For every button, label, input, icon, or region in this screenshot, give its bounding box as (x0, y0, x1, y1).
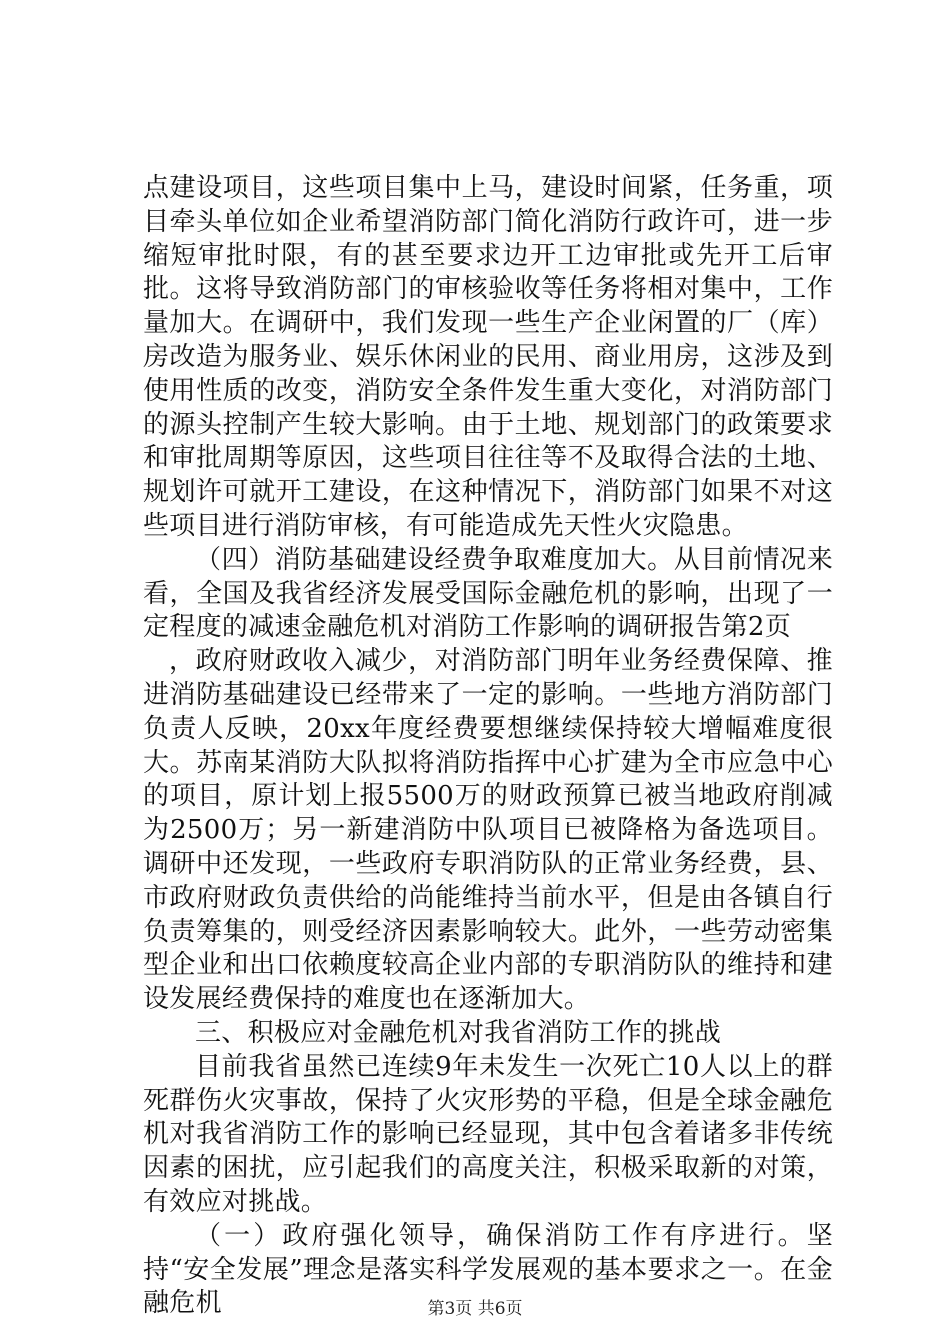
document-body (143, 172, 833, 1321)
paragraph-government-leadership: （一）政府强化领导，确保消防工作有序进行。坚持“安全发展”理念是落实科学发展观的基本要求之一。在金融危机 (143, 1220, 833, 1319)
page-footer: 第3页 共6页 (427, 1299, 523, 1319)
paragraph-fire-situation: 目前我省虽然已连续9年未发生一次死亡10人以上的群死群伤火灾事故，保持了火灾形势的平稳，但是全球金融危机对我省消防工作的影响已经显现，其中包含着诸多非传统因素的困扰，应引起我们的高度关注，积极采取新的对策，有效应对挑战。 (143, 1051, 833, 1217)
paragraph-fiscal-revenue: ，政府财政收入减少，对消防部门明年业务经费保障、推进消防基础建设已经带来了一定的影响。一些地方消防部门负责人反映，20xx年度经费要想继续保持较大增幅难度很大。苏南某消防大队拟将消防指挥中心扩建为全市应急中心的项目，原计划上报5500万的财政预算已被当地政府削减为2500万；另一新建消防中队项目已被降格为备选项目。调研中还发现，一些政府专职消防队的正常业务经费，县、市政府财政负责供给的尚能维持当前水平，但是由各镇自行负责筹集的，则受经济因素影响较大。此外，一些劳动密集型企业和出口依赖度较高企业内部的专职消防队的维持和建设发展经费保持的难度也在逐渐加大。 (143, 646, 833, 1015)
paragraph-funding-difficulty: （四）消防基础建设经费争取难度加大。从目前情况来看，全国及我省经济发展受国际金融危机的影响，出现了一定程度的减速金融危机对消防工作影响的调研报告第2页 (143, 544, 833, 643)
paragraph-construction-projects: 点建设项目，这些项目集中上马，建设时间紧，任务重，项目牵头单位如企业希望消防部门简化消防行政许可，进一步缩短审批时限，有的甚至要求边开工边审批或先开工后审批。这将导致消防部门的审核验收等任务将相对集中，工作量加大。在调研中，我们发现一些生产企业闲置的厂（库）房改造为服务业、娱乐休闲业的民用、商业用房，这涉及到使用性质的改变，消防安全条件发生重大变化，对消防部门的源头控制产生较大影响。由于土地、规划部门的政策要求和审批周期等原因，这些项目往往等不及取得合法的土地、规划许可就开工建设，在这种情况下，消防部门如果不对这些项目进行消防审核，有可能造成先天性火灾隐患。 (143, 173, 833, 541)
section-heading-response: 三、积极应对金融危机对我省消防工作的挑战 (195, 1017, 722, 1048)
